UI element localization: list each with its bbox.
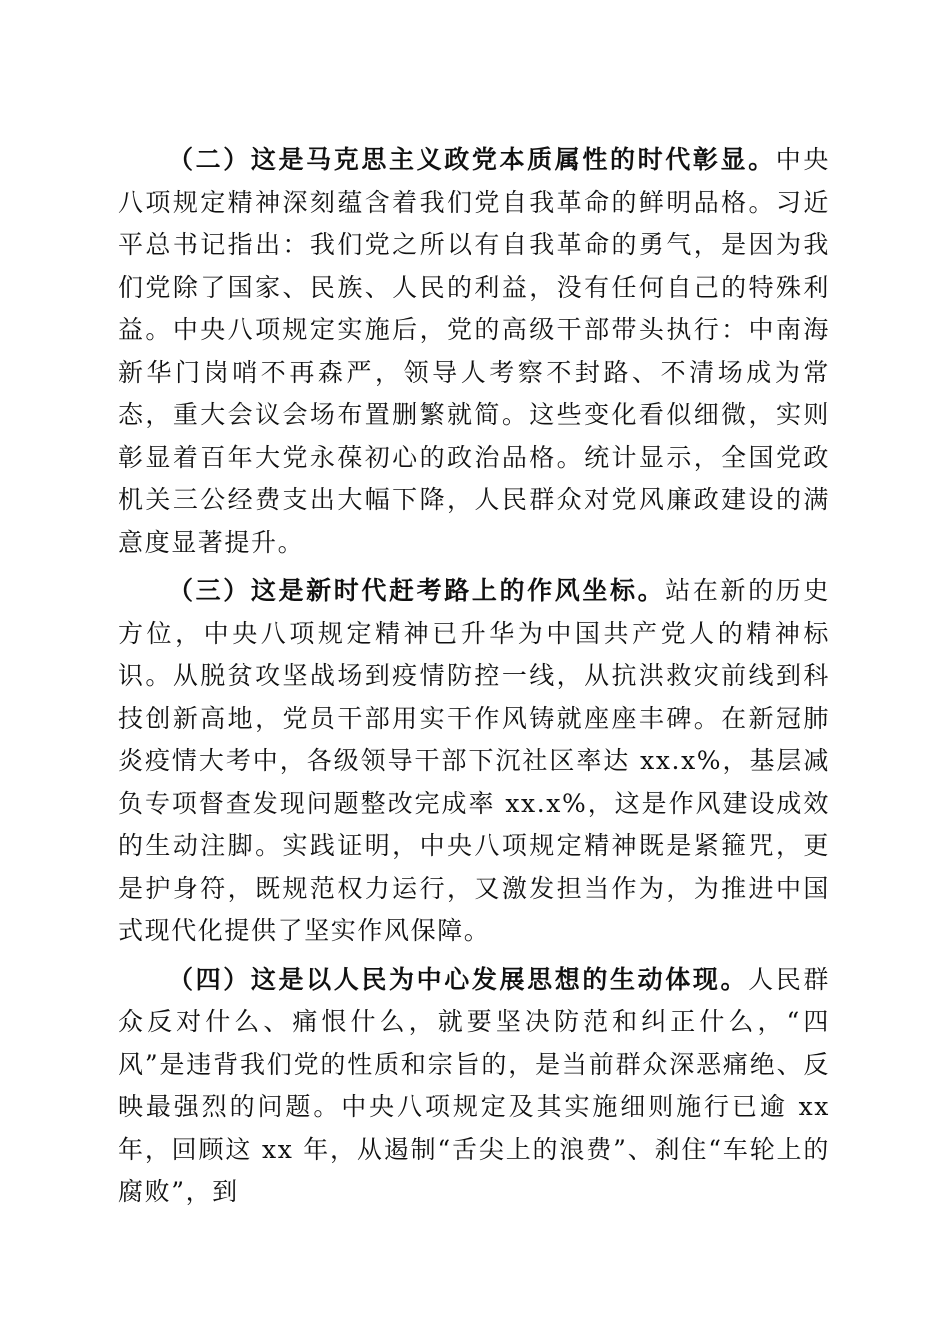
paragraph-text: 人民群众反对什么、痛恨什么，就要坚决防范和纠正什么，“四风”是违背我们党的性质和宗旨的，是当前群众深恶痛绝、反映最强烈的问题。中央八项规定及其实施细则施行已逾 xx 年，回顾这 xx 年，从遏制“舌尖上的浪费”、刹住“车轮上的腐败”，到 [118, 964, 830, 1206]
paragraph-heading: （三）这是新时代赶考路上的作风坐标。 [168, 576, 666, 605]
paragraph-4 [118, 959, 830, 1214]
paragraph-heading: （四）这是以人民为中心发展思想的生动体现。 [168, 964, 749, 994]
paragraph-text: 中央八项规定精神深刻蕴含着我们党自我革命的鲜明品格。习近平总书记指出：我们党之所以有自我革命的勇气，是因为我们党除了国家、民族、人民的利益，没有任何自己的特殊利益。中央八项规定实施后，党的高级干部带头执行：中南海新华门岗哨不再森严，领导人考察不封路、不清场成为常态，重大会议会场布置删繁就简。这些变化看似细微，实则彰显着百年大党永葆初心的政治品格。统计显示，全国党政机关三公经费支出大幅下降，人民群众对党风廉政建设的满意度显著提升。 [118, 145, 831, 557]
paragraph-2 [118, 139, 830, 564]
paragraph-heading: （二）这是马克思主义政党本质属性的时代彰显。 [168, 145, 776, 174]
document-body [118, 139, 830, 1220]
paragraph-3 [118, 570, 830, 953]
paragraph-text: 站在新的历史方位，中央八项规定精神已升华为中国共产党人的精神标识。从脱贫攻坚战场到疫情防控一线，从抗洪救灾前线到科技创新高地，党员干部用实干作风铸就座座丰碑。在新冠肺炎疫情大考中，各级领导干部下沉社区率达 xx.x%，基层减负专项督查发现问题整改完成率 xx.x%，这是作风建设成效的生动注脚。实践证明，中央八项规定精神既是紧箍咒，更是护身符，既规范权力运行，又激发担当作为，为推进中国式现代化提供了坚实作风保障。 [118, 576, 830, 945]
